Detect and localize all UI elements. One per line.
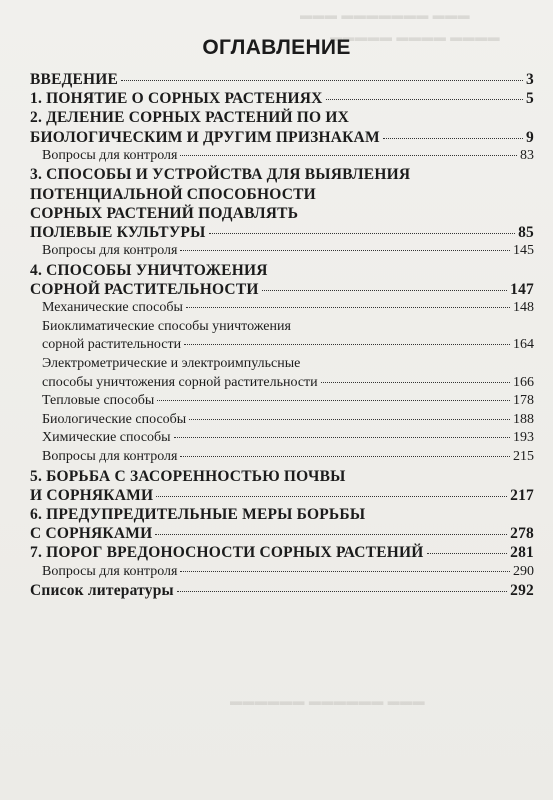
- toc-page-number: 9: [526, 128, 534, 146]
- toc-subsection-entry: [30, 318, 534, 355]
- toc-entry-title: 3. СПОСОБЫ И УСТРОЙСТВА ДЛЯ ВЫЯВЛЕНИЯ: [30, 166, 411, 184]
- toc-page-number: 145: [513, 243, 534, 259]
- toc-entry-line: [42, 242, 534, 261]
- toc-entry-line: [42, 147, 534, 166]
- toc-entry-line: [30, 261, 534, 280]
- dot-leader: [121, 79, 523, 81]
- toc-entry-line: [42, 374, 534, 393]
- toc-entry-title: 1. ПОНЯТИЕ О СОРНЫХ РАСТЕНИЯХ: [30, 90, 323, 108]
- toc-entry-title: БИОЛОГИЧЕСКИМ И ДРУГИМ ПРИЗНАКАМ: [30, 128, 380, 146]
- toc-page-number: 217: [510, 486, 534, 504]
- toc-page-number: 193: [513, 430, 534, 446]
- toc-entry-line: [30, 165, 534, 184]
- toc-entry-title: способы уничтожения сорной растительности: [42, 374, 318, 390]
- toc-section-entry: [30, 165, 534, 242]
- toc-entry-title: 2. ДЕЛЕНИЕ СОРНЫХ РАСТЕНИЙ ПО ИХ: [30, 109, 350, 127]
- toc-entry-title: Вопросы для контроля: [42, 147, 178, 163]
- toc-entry-title: ПОЛЕВЫЕ КУЛЬТУРЫ: [30, 224, 206, 242]
- toc-entry-line: [30, 70, 534, 89]
- toc-page-number: 278: [510, 525, 534, 543]
- toc-entry-line: [42, 392, 534, 411]
- toc-subsection-entry: [30, 392, 534, 411]
- toc-section-entry: [30, 467, 534, 505]
- dot-leader: [189, 418, 510, 420]
- dot-leader: [427, 552, 508, 554]
- toc-entry-line: [42, 355, 534, 374]
- toc-page-number: 188: [513, 411, 534, 427]
- toc-page-number: 3: [526, 71, 534, 88]
- toc-entry-title: СОРНЫХ РАСТЕНИЙ ПОДАВЛЯТЬ: [30, 204, 299, 222]
- toc-section-entry: [30, 261, 534, 299]
- toc-page-number: 281: [510, 544, 534, 562]
- toc-page-number: 85: [518, 224, 534, 242]
- toc-page-number: 164: [513, 337, 534, 353]
- toc-entry-line: [30, 581, 534, 600]
- toc-page-number: 215: [513, 448, 534, 464]
- dot-leader: [209, 232, 516, 234]
- toc-section-entry: [30, 70, 534, 89]
- toc-entry-title: сорной растительности: [42, 337, 182, 353]
- show-through-text: ▬▬▬▬▬ ▬▬▬▬ ▬▬▬▬: [330, 30, 501, 44]
- toc-entry-line: [30, 128, 534, 147]
- toc-section-entry: [30, 108, 534, 146]
- toc-entry-title: Вопросы для контроля: [42, 448, 178, 464]
- dot-leader: [180, 154, 517, 156]
- page-title: ОГЛАВЛЕНИЕ: [202, 36, 351, 59]
- toc-section-entry: [30, 543, 534, 562]
- toc-entry-title: Список литературы: [30, 582, 174, 600]
- toc-entry-line: [30, 486, 534, 505]
- toc-entry-line: [30, 185, 534, 204]
- toc-entry-title: СОРНОЙ РАСТИТЕЛЬНОСТИ: [30, 281, 259, 299]
- toc-entry-line: [42, 563, 534, 582]
- toc-entry-title: 5. БОРЬБА С ЗАСОРЕННОСТЬЮ ПОЧВЫ: [30, 467, 346, 485]
- toc-subsection-entry: [30, 147, 534, 166]
- toc-entry-line: [42, 336, 534, 355]
- toc-entry-title: ПОТЕНЦИАЛЬНОЙ СПОСОБНОСТИ: [30, 185, 316, 203]
- toc-entry-title: Вопросы для контроля: [42, 563, 178, 579]
- toc-page-number: 5: [526, 90, 534, 108]
- table-of-contents: [30, 70, 534, 600]
- dot-leader: [321, 381, 510, 383]
- toc-entry-line: [30, 543, 534, 562]
- dot-leader: [180, 249, 510, 251]
- toc-entry-title: Тепловые способы: [42, 393, 155, 409]
- toc-entry-line: [30, 524, 534, 543]
- toc-subsection-entry: [30, 429, 534, 448]
- toc-entry-title: С СОРНЯКАМИ: [30, 525, 153, 543]
- toc-entry-title: Механические способы: [42, 300, 183, 316]
- toc-entry-line: [42, 318, 534, 337]
- toc-entry-line: [30, 223, 534, 242]
- toc-section-entry: [30, 581, 534, 600]
- toc-subsection-entry: [30, 448, 534, 467]
- toc-section-entry: [30, 505, 534, 543]
- toc-page-number: 147: [510, 281, 534, 299]
- toc-entry-line: [30, 280, 534, 299]
- dot-leader: [180, 570, 510, 572]
- dot-leader: [156, 495, 507, 497]
- dot-leader: [180, 455, 510, 457]
- dot-leader: [262, 289, 508, 291]
- show-through-text: ▬▬▬ ▬▬▬▬▬▬▬ ▬▬▬: [300, 8, 471, 22]
- toc-subsection-entry: [30, 299, 534, 318]
- toc-subsection-entry: [30, 355, 534, 392]
- toc-section-entry: [30, 89, 534, 108]
- toc-entry-title: Вопросы для контроля: [42, 243, 178, 259]
- toc-entry-line: [42, 411, 534, 430]
- dot-leader: [174, 436, 510, 438]
- toc-page-number: 292: [510, 582, 534, 600]
- toc-entry-title: Химические способы: [42, 430, 171, 446]
- toc-page-number: 83: [520, 147, 534, 163]
- toc-entry-line: [30, 467, 534, 486]
- dot-leader: [326, 98, 524, 100]
- toc-entry-title: Биоклиматические способы уничтожения: [42, 318, 291, 334]
- toc-page-number: 148: [513, 300, 534, 316]
- dot-leader: [155, 533, 507, 535]
- toc-entry-line: [42, 299, 534, 318]
- toc-entry-line: [30, 505, 534, 524]
- toc-entry-title: Электрометрические и электроимпульсные: [42, 356, 301, 371]
- toc-entry-title: ВВЕДЕНИЕ: [30, 71, 119, 88]
- toc-entry-line: [42, 429, 534, 448]
- dot-leader: [177, 590, 507, 592]
- toc-entry-title: 6. ПРЕДУПРЕДИТЕЛЬНЫЕ МЕРЫ БОРЬБЫ: [30, 505, 366, 523]
- toc-page-number: 290: [513, 563, 534, 579]
- toc-entry-title: И СОРНЯКАМИ: [30, 486, 154, 504]
- show-through-text: ▬▬▬▬▬▬ ▬▬▬▬▬▬ ▬▬▬: [230, 694, 426, 708]
- toc-subsection-entry: [30, 563, 534, 582]
- toc-entry-title: Биологические способы: [42, 411, 187, 427]
- dot-leader: [157, 399, 510, 401]
- toc-entry-line: [30, 204, 534, 223]
- dot-leader: [184, 343, 510, 345]
- dot-leader: [186, 306, 510, 308]
- toc-subsection-entry: [30, 242, 534, 261]
- toc-entry-line: [42, 448, 534, 467]
- toc-page-number: 178: [513, 393, 534, 409]
- dot-leader: [383, 137, 523, 139]
- toc-entry-line: [30, 108, 534, 127]
- toc-subsection-entry: [30, 411, 534, 430]
- toc-entry-line: [30, 89, 534, 108]
- toc-entry-title: 7. ПОРОГ ВРЕДОНОСНОСТИ СОРНЫХ РАСТЕНИЙ: [30, 544, 424, 562]
- toc-entry-title: 4. СПОСОБЫ УНИЧТОЖЕНИЯ: [30, 261, 268, 279]
- toc-page-number: 166: [513, 374, 534, 390]
